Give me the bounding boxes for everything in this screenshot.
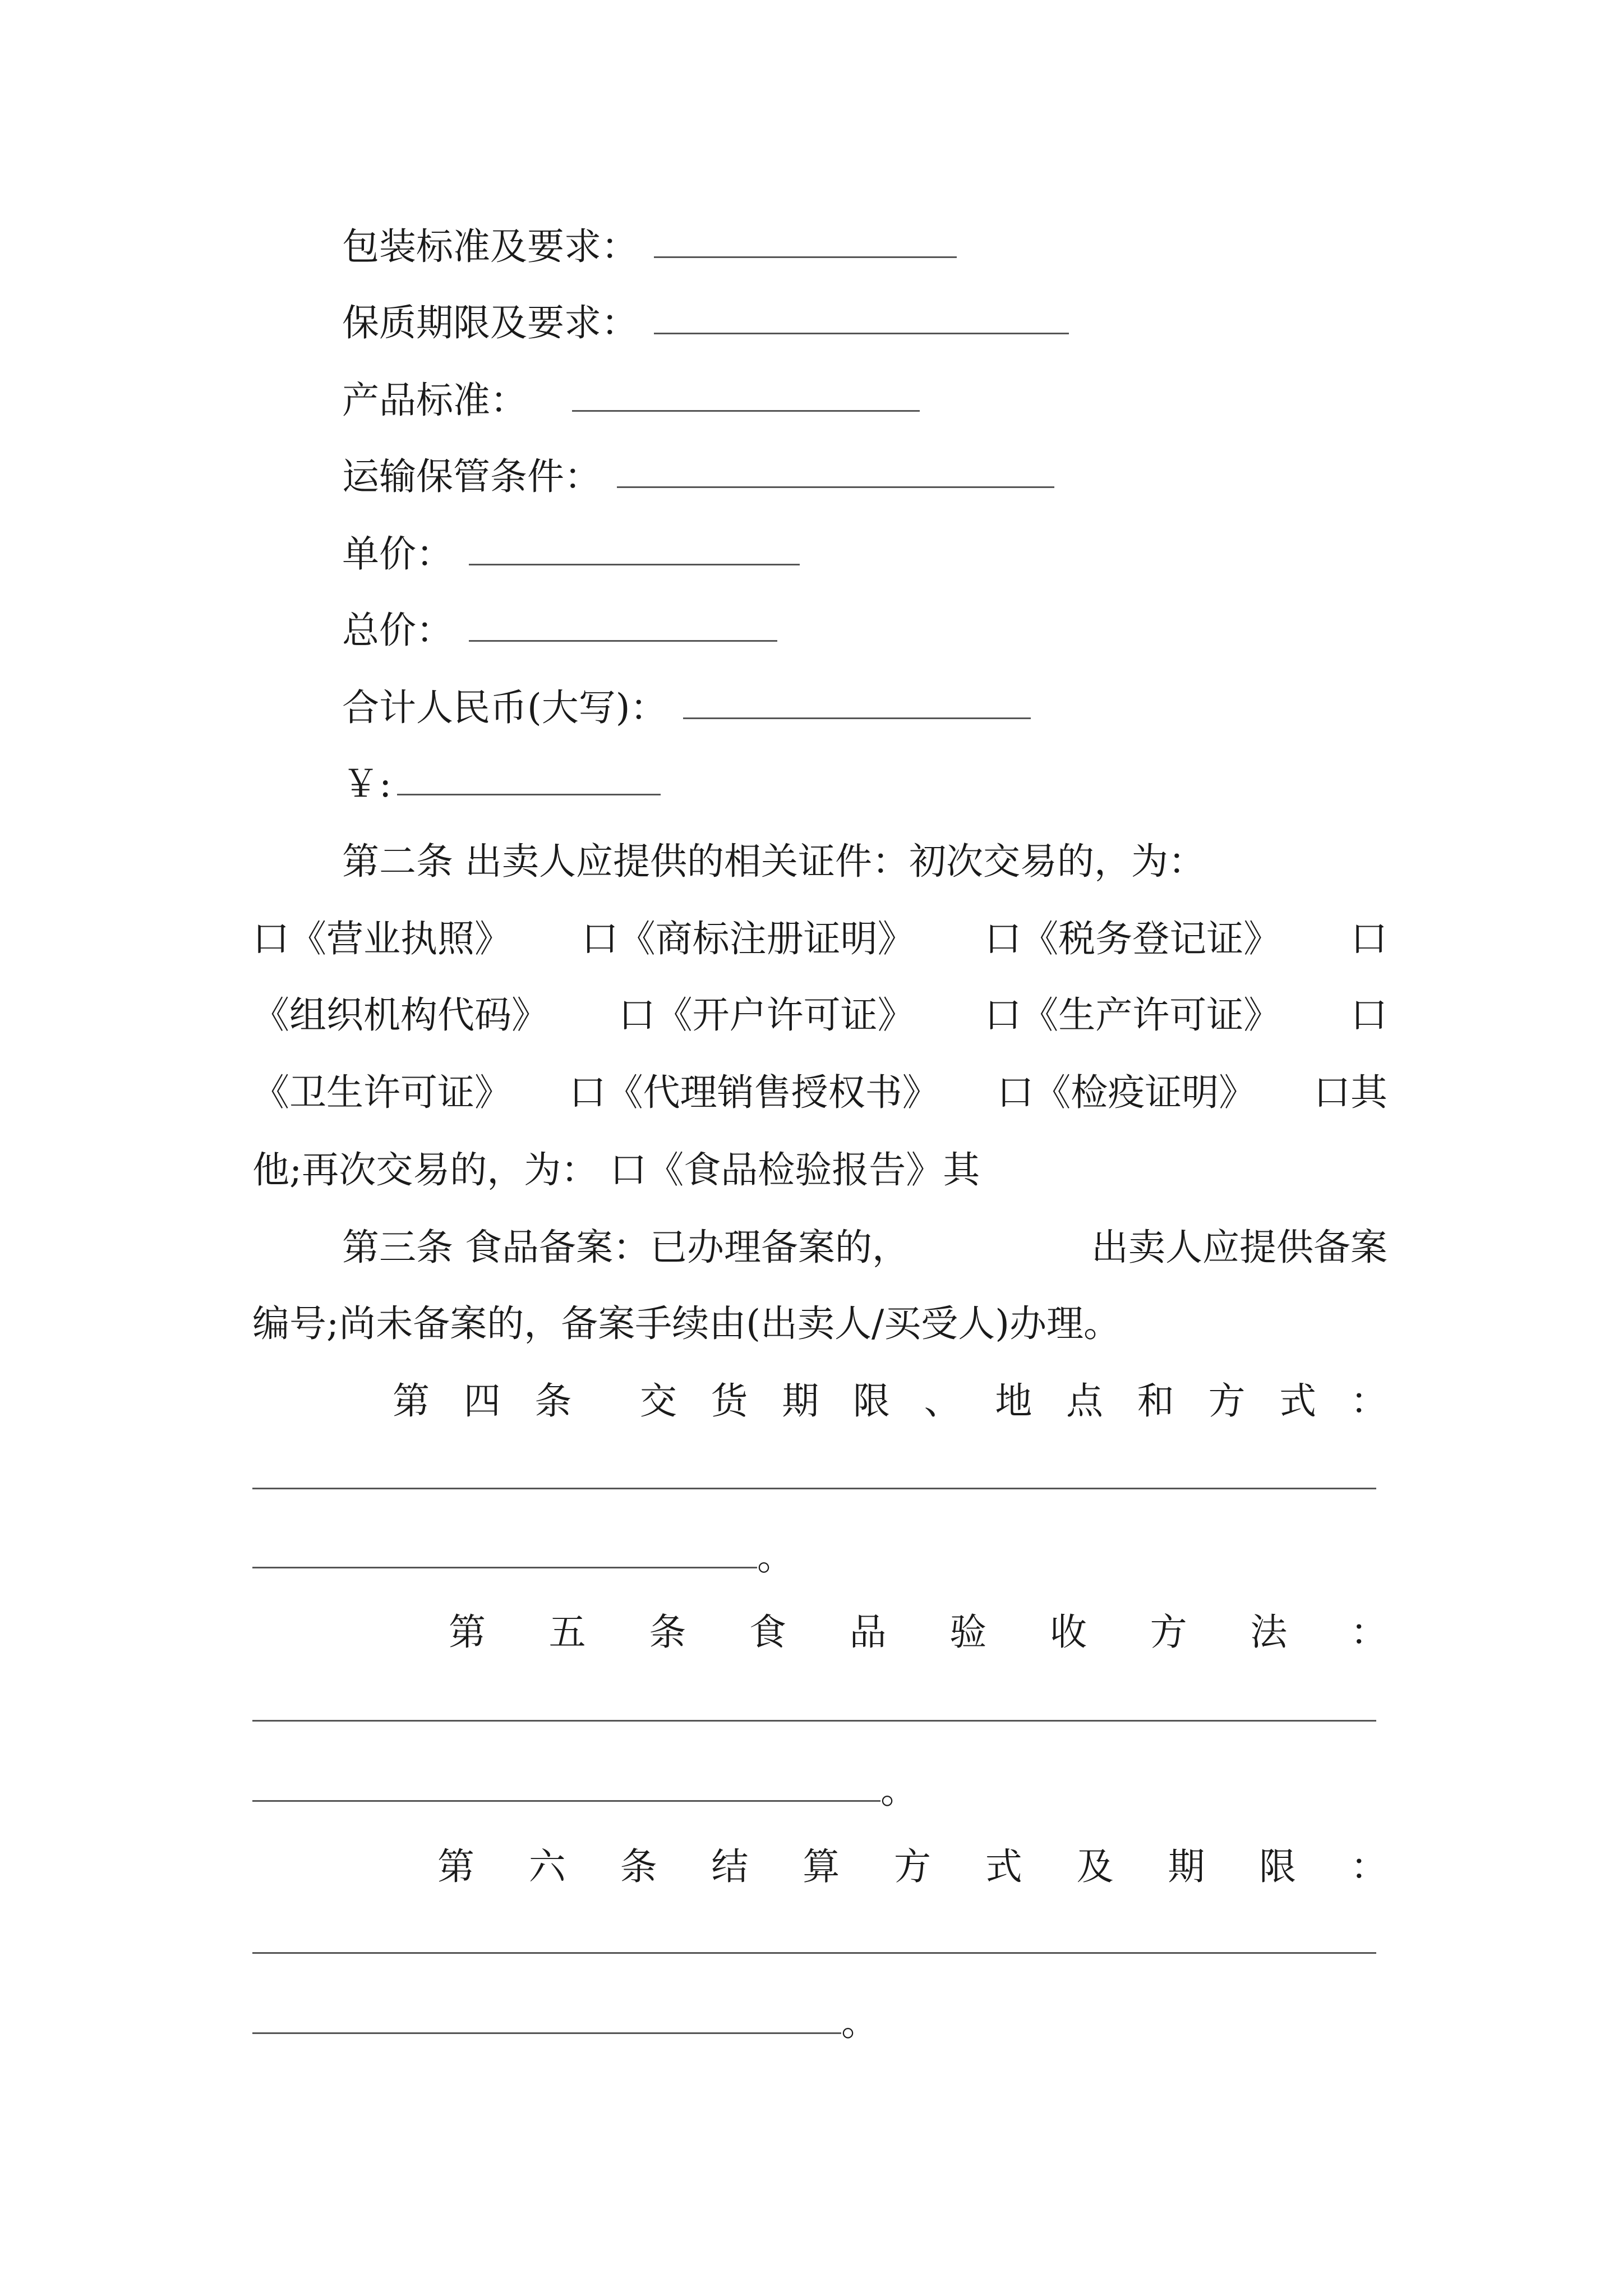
heading-char: 地 [995,1379,1032,1423]
certificate-item: 《卫生许可证》 [252,1071,511,1114]
heading-char: 品 [849,1611,887,1654]
article-6-tail [252,1984,878,2062]
heading-char: 方 [893,1845,931,1888]
article-4-heading [393,1362,1387,1441]
heading-char: ： [1350,1845,1387,1888]
heading-char: 第 [449,1611,486,1654]
article-3-line-1 [342,1208,1387,1287]
article-5-tail [252,1751,917,1830]
certificate-item: 口 [1350,917,1387,960]
field-label: 单价： [342,532,453,576]
fill-blank [654,332,1069,334]
field-product-standard [342,361,1387,440]
heading-char: 第 [437,1845,474,1888]
field-label: 包装标准及要求： [342,225,638,268]
fill-blank [654,256,957,258]
fill-blank [683,717,1031,719]
period-mark: 。 [880,1769,917,1812]
certificate-item: 口《生产许可证》 [984,993,1281,1037]
fill-rule [252,1952,1376,1954]
article-3-text: 编号;尚未备案的，备案手续由(出卖人/买受人)办理。 [252,1302,1121,1345]
article-2-line-2 [252,900,1387,978]
fill-rule [252,1488,1376,1489]
heading-char: 限 [852,1379,890,1423]
heading-char: ： [1350,1379,1387,1423]
field-label: 运输保管条件： [342,455,601,498]
heading-char: 五 [548,1611,586,1654]
article-2-line-3 [252,976,1387,1055]
fill-blank [397,793,661,795]
heading-char: 方 [1208,1379,1246,1423]
heading-char: 第 [393,1379,430,1423]
article-2-text: 第二条 出卖人应提供的相关证件：初次交易的，为： [342,840,1205,883]
article-6-heading [437,1828,1387,1906]
fill-blank [252,1800,880,1802]
article-2-text: 他;再次交易的，为： 口《食品检验报告》其 [252,1148,980,1191]
article-2-line-1 [342,822,1387,901]
fill-blank [252,1566,757,1568]
heading-char: 方 [1150,1611,1187,1654]
heading-char: 收 [1049,1611,1087,1654]
field-packaging [342,208,1387,286]
heading-char: 和 [1137,1379,1174,1423]
heading-char: 期 [1168,1845,1205,1888]
heading-char: 算 [803,1845,840,1888]
article-5-heading [449,1593,1387,1672]
field-unit-price [342,515,1387,593]
heading-char: 期 [782,1379,819,1423]
fill-rule [252,1720,1376,1722]
fill-blank [572,409,920,412]
article-3-text: 出卖人应提供备案 [1091,1226,1387,1269]
field-label: 合计人民币(大写)： [342,686,667,729]
fill-blank [617,486,1054,488]
heading-char: ： [1350,1611,1387,1654]
fill-blank [469,563,800,565]
heading-char: 食 [749,1611,786,1654]
certificate-item: 口《检疫证明》 [997,1071,1256,1114]
heading-char: 交 [639,1379,677,1423]
heading-char: 及 [1076,1845,1114,1888]
article-2-line-4 [252,1053,1387,1132]
fill-blank [252,2032,841,2034]
heading-char: 验 [949,1611,987,1654]
certificate-item: 《组织机构代码》 [252,993,548,1037]
heading-char: 条 [649,1611,686,1654]
heading-char: 式 [985,1845,1022,1888]
heading-char: 货 [711,1379,748,1423]
article-2-line-5 [252,1131,1387,1209]
heading-char: 四 [463,1379,501,1423]
article-4-tail [252,1518,794,1596]
field-total-rmb [342,669,1387,747]
certificate-item: 口《代理销售授权书》 [569,1071,939,1114]
heading-char: 条 [620,1845,657,1888]
article-3-text: 第三条 食品备案：已办理备案的， [342,1226,909,1269]
heading-char: 式 [1279,1379,1317,1423]
field-label: 保质期限及要求： [342,301,638,344]
certificate-item: 口《税务登记证》 [984,917,1281,960]
heading-char: 六 [528,1845,566,1888]
heading-char: 点 [1066,1379,1104,1423]
certificate-item: 口《营业执照》 [252,917,511,960]
field-yuan [342,745,1387,823]
certificate-item: 口《商标注册证明》 [581,917,915,960]
heading-char: 结 [711,1845,749,1888]
heading-char: 限 [1259,1845,1297,1888]
field-label: ￥: [342,762,392,806]
heading-char: 、 [924,1379,961,1423]
heading-char: 条 [534,1379,572,1423]
certificate-item: 口 [1350,993,1387,1037]
field-total-price [342,591,1387,670]
field-label: 总价： [342,609,453,652]
field-shelf-life [342,284,1387,362]
period-mark: 。 [757,1535,794,1579]
field-label: 产品标准： [342,379,527,422]
certificate-item: 口《开户许可证》 [618,993,915,1037]
field-transport [342,438,1387,516]
article-3-line-2 [252,1285,1387,1363]
heading-char: 法 [1250,1611,1288,1654]
fill-blank [469,639,777,642]
certificate-item: 口其 [1313,1071,1387,1114]
period-mark: 。 [841,2001,878,2044]
